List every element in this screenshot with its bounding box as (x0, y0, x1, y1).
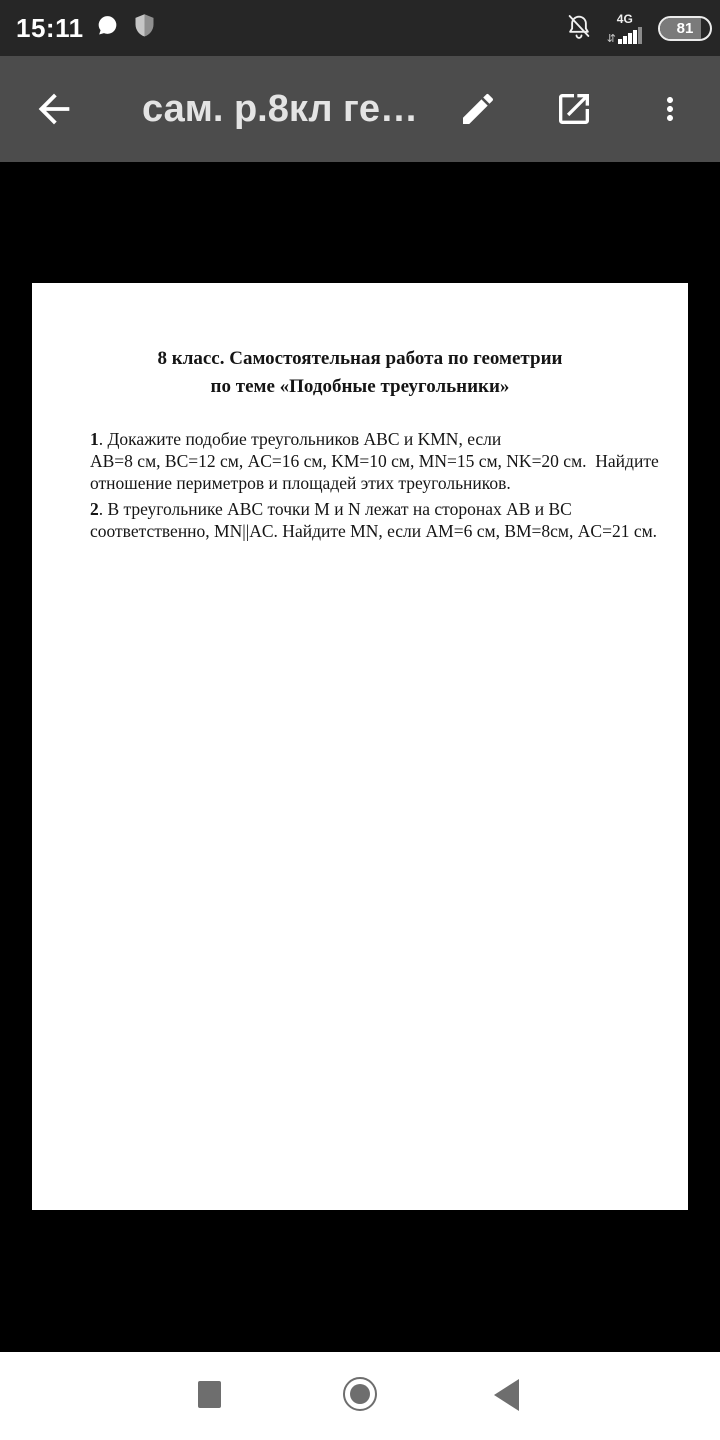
battery-indicator (658, 16, 712, 41)
problem-2 (90, 498, 688, 542)
document-title: сам. р.8кл ге… (142, 87, 419, 130)
signal-strength-icon (607, 13, 645, 44)
chat-notification-icon (95, 13, 120, 43)
toolbar-actions (454, 85, 694, 133)
worksheet-heading (32, 345, 688, 401)
problem-2-line-1: 2. В треугольнике ABC точки M и N лежат на сторонах AB и BC (90, 499, 572, 519)
pencil-icon (458, 89, 498, 129)
edit-button[interactable] (454, 85, 502, 133)
data-activity-icon: ⇵ (606, 31, 616, 45)
status-bar[interactable] (0, 0, 720, 56)
worksheet-body (32, 428, 688, 542)
status-bar-right (564, 11, 712, 46)
heading-line-2: по теме «Подобные треугольники» (210, 376, 510, 397)
problem-1-line-1: 1. Докажите подобие треугольников ABC и KMN, если (90, 429, 502, 449)
three-dots-vertical-icon (652, 91, 688, 127)
overflow-menu-button[interactable] (646, 85, 694, 133)
bell-muted-icon (564, 11, 594, 46)
network-type-label: 4G (616, 11, 633, 26)
clock: 15:11 (16, 12, 84, 43)
navigation-bar (0, 1352, 720, 1440)
document-viewer[interactable] (0, 162, 720, 1352)
home-button-dot (350, 1384, 370, 1404)
open-in-button[interactable] (550, 85, 598, 133)
status-bar-left (16, 12, 158, 44)
problem-1-line-2: AB=8 см, BC=12 см, AC=16 см, KM=10 см, MN=15 см, NK=20 см. Найдите (90, 451, 659, 471)
problem-2-line-2: соответственно, MN||AC. Найдите MN, если AM=6 см, BM=8см, AC=21 см. (90, 521, 658, 541)
problem-1 (90, 428, 688, 494)
document-page (32, 283, 688, 1210)
open-in-new-icon (554, 89, 594, 129)
nav-back-button[interactable] (494, 1379, 519, 1411)
heading-line-1: 8 класс. Самостоятельная работа по геометрии (157, 348, 563, 369)
app-toolbar (0, 56, 720, 162)
recents-button[interactable] (198, 1381, 221, 1408)
problem-1-line-3: отношение периметров и площадей этих треугольников. (90, 473, 511, 493)
arrow-left-icon (31, 86, 77, 132)
home-button[interactable] (343, 1377, 377, 1411)
battery-percent: 81 (676, 19, 694, 37)
back-button[interactable] (30, 85, 78, 133)
shield-icon (131, 12, 158, 44)
